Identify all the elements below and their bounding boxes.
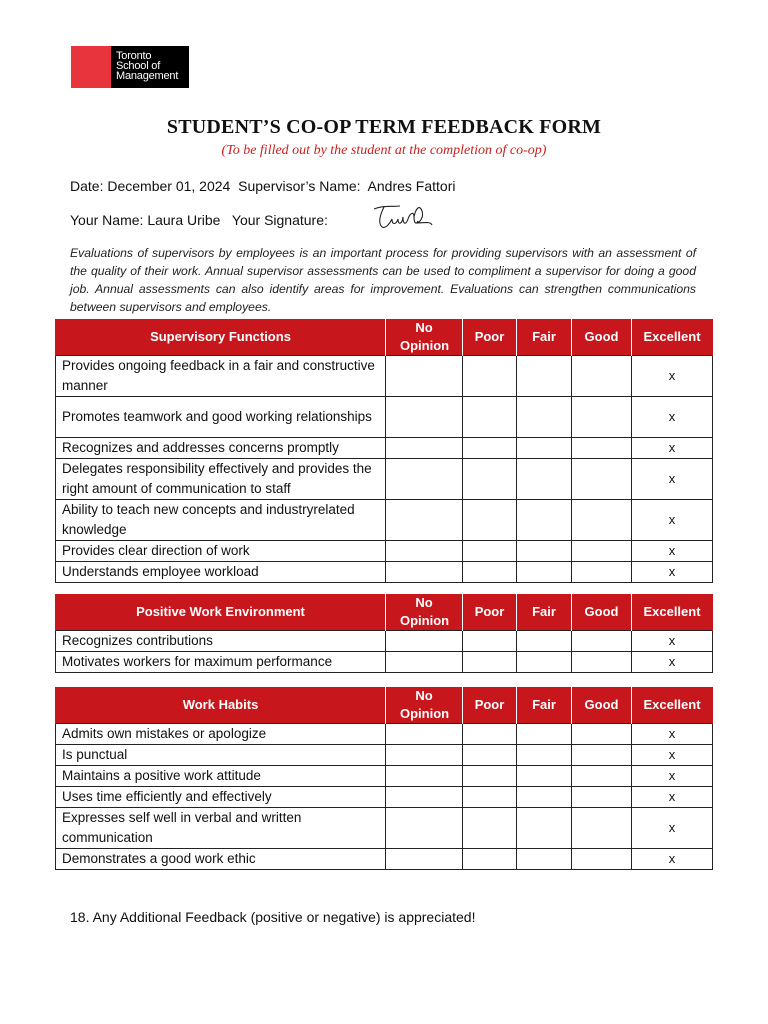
name-signature-line (70, 212, 328, 228)
school-logo (71, 46, 189, 88)
criterion-label: Provides ongoing feedback in a fair and constructive manner (56, 356, 386, 397)
criterion-label: Understands employee workload (56, 562, 386, 583)
rating-cell-poor[interactable] (463, 541, 517, 562)
rating-cell-poor[interactable] (463, 808, 517, 849)
table-header-row (56, 687, 713, 724)
criterion-label: Promotes teamwork and good working relationships (56, 397, 386, 438)
rating-cell-poor[interactable] (463, 724, 517, 745)
section-title: Positive Work Environment (56, 594, 386, 631)
rating-cell-no-opinion[interactable] (386, 745, 463, 766)
criterion-label: Admits own mistakes or apologize (56, 724, 386, 745)
rating-cell-good[interactable] (572, 541, 632, 562)
form-subtitle: (To be filled out by the student at the completion of co-op) (221, 143, 547, 158)
rating-header: Good (572, 594, 632, 631)
criterion-label: Demonstrates a good work ethic (56, 849, 386, 870)
rating-header: Good (572, 319, 632, 356)
rating-cell-no-opinion[interactable] (386, 562, 463, 583)
rating-header: Excellent (632, 687, 713, 724)
table-row (56, 562, 713, 583)
logo-text-block (111, 46, 189, 88)
rating-cell-no-opinion[interactable] (386, 541, 463, 562)
rating-cell-fair[interactable] (517, 438, 572, 459)
logo-line-1: Toronto (116, 50, 152, 62)
rating-header: Good (572, 687, 632, 724)
rating-cell-good[interactable] (572, 849, 632, 870)
rating-cell-poor[interactable] (463, 787, 517, 808)
rating-cell-good[interactable] (572, 500, 632, 541)
logo-line-2: School of (116, 60, 161, 72)
rating-cell-fair[interactable] (517, 652, 572, 673)
criterion-label: Is punctual (56, 745, 386, 766)
rating-cell-fair[interactable] (517, 849, 572, 870)
rating-cell-good[interactable] (572, 652, 632, 673)
rating-cell-poor[interactable] (463, 459, 517, 500)
rating-cell-fair[interactable] (517, 787, 572, 808)
rating-header: No Opinion (386, 687, 463, 724)
rating-header: Excellent (632, 319, 713, 356)
criterion-label: Motivates workers for maximum performance (56, 652, 386, 673)
rating-cell-no-opinion[interactable] (386, 652, 463, 673)
rating-header: Fair (517, 594, 572, 631)
rating-cell-no-opinion[interactable] (386, 631, 463, 652)
rating-cell-no-opinion[interactable] (386, 724, 463, 745)
handwritten-signature (370, 203, 440, 233)
rating-cell-excellent[interactable]: x (632, 541, 713, 562)
rating-cell-poor[interactable] (463, 397, 517, 438)
rating-cell-good[interactable] (572, 438, 632, 459)
rating-cell-fair[interactable] (517, 562, 572, 583)
rating-cell-fair[interactable] (517, 356, 572, 397)
rating-cell-no-opinion[interactable] (386, 808, 463, 849)
table-row (56, 766, 713, 787)
rating-cell-poor[interactable] (463, 438, 517, 459)
table-row (56, 356, 713, 397)
section-title: Work Habits (56, 687, 386, 724)
criterion-label: Maintains a positive work attitude (56, 766, 386, 787)
rating-cell-poor[interactable] (463, 652, 517, 673)
rating-header: No Opinion (386, 594, 463, 631)
rating-cell-fair[interactable] (517, 500, 572, 541)
supervisor-label: Supervisor’s Name: (238, 178, 361, 194)
rating-cell-excellent[interactable]: x (632, 724, 713, 745)
table-row (56, 397, 713, 438)
rating-cell-excellent[interactable]: x (632, 652, 713, 673)
section-title: Supervisory Functions (56, 319, 386, 356)
rating-cell-poor[interactable] (463, 766, 517, 787)
intro-paragraph: Evaluations of supervisors by employees is an important process for providing supervisors with an assessment of the quality of their work. Annual supervisor assessments can be used to compliment a supervisor for doing a good job. Annual assessments can also identify areas for improvement. Evaluations can strengthen communications between supervisors and employees. (70, 246, 696, 314)
logo-line-3: Management (116, 70, 179, 82)
rating-header: Excellent (632, 594, 713, 631)
table-row (56, 849, 713, 870)
rating-cell-excellent[interactable]: x (632, 808, 713, 849)
rating-cell-good[interactable] (572, 631, 632, 652)
rating-cell-good[interactable] (572, 562, 632, 583)
rating-cell-excellent[interactable]: x (632, 631, 713, 652)
table-header-row (56, 319, 713, 356)
rating-cell-no-opinion[interactable] (386, 397, 463, 438)
rating-cell-poor[interactable] (463, 356, 517, 397)
rating-cell-no-opinion[interactable] (386, 849, 463, 870)
rating-cell-good[interactable] (572, 787, 632, 808)
rating-header: No Opinion (386, 319, 463, 356)
rating-cell-no-opinion[interactable] (386, 459, 463, 500)
rating-header: Poor (463, 594, 517, 631)
criterion-label: Recognizes and addresses concerns promptly (56, 438, 386, 459)
rating-cell-good[interactable] (572, 356, 632, 397)
rating-cell-poor[interactable] (463, 849, 517, 870)
rating-cell-excellent[interactable]: x (632, 562, 713, 583)
form-title: STUDENT’S CO-OP TERM FEEDBACK FORM (166, 116, 602, 138)
table-row (56, 745, 713, 766)
supervisory-functions-table (55, 319, 713, 583)
table-row (56, 500, 713, 541)
rating-cell-good[interactable] (572, 766, 632, 787)
table-row (56, 541, 713, 562)
rating-cell-fair[interactable] (517, 808, 572, 849)
rating-cell-no-opinion[interactable] (386, 787, 463, 808)
rating-cell-good[interactable] (572, 745, 632, 766)
table-row (56, 808, 713, 849)
rating-cell-good[interactable] (572, 724, 632, 745)
name-label: Your Name: (70, 212, 144, 228)
criterion-label: Provides clear direction of work (56, 541, 386, 562)
rating-cell-good[interactable] (572, 808, 632, 849)
supervisor-value: Andres Fattori (367, 178, 456, 194)
rating-cell-poor[interactable] (463, 745, 517, 766)
rating-cell-fair[interactable] (517, 459, 572, 500)
table-row (56, 652, 713, 673)
rating-cell-excellent[interactable]: x (632, 356, 713, 397)
rating-cell-poor[interactable] (463, 631, 517, 652)
rating-cell-no-opinion[interactable] (386, 766, 463, 787)
rating-cell-excellent[interactable]: x (632, 849, 713, 870)
criterion-label: Ability to teach new concepts and industryrelated knowledge (56, 500, 386, 541)
criterion-label: Expresses self well in verbal and written communication (56, 808, 386, 849)
criterion-label: Uses time efficiently and effectively (56, 787, 386, 808)
name-value: Laura Uribe (147, 212, 221, 228)
rating-cell-fair[interactable] (517, 541, 572, 562)
rating-cell-good[interactable] (572, 459, 632, 500)
table-row (56, 459, 713, 500)
rating-cell-excellent[interactable]: x (632, 745, 713, 766)
date-label: Date: (70, 178, 104, 194)
rating-cell-no-opinion[interactable] (386, 438, 463, 459)
rating-header: Fair (517, 319, 572, 356)
rating-header: Poor (463, 319, 517, 356)
table-header-row (56, 594, 713, 631)
signature-label: Your Signature: (231, 212, 328, 228)
rating-header: Fair (517, 687, 572, 724)
table-row (56, 631, 713, 652)
rating-cell-fair[interactable] (517, 397, 572, 438)
rating-header: Poor (463, 687, 517, 724)
rating-cell-excellent[interactable]: x (632, 397, 713, 438)
rating-cell-good[interactable] (572, 397, 632, 438)
rating-cell-poor[interactable] (463, 500, 517, 541)
work-habits-table (55, 687, 713, 870)
rating-cell-fair[interactable] (517, 766, 572, 787)
positive-work-environment-table (55, 594, 713, 673)
table-row (56, 438, 713, 459)
rating-cell-excellent[interactable]: x (632, 459, 713, 500)
criterion-label: Delegates responsibility effectively and provides the right amount of communication to staff (56, 459, 386, 500)
date-supervisor-line (70, 178, 455, 194)
table-row (56, 724, 713, 745)
rating-cell-excellent[interactable]: x (632, 500, 713, 541)
logo-red-block (71, 46, 111, 88)
rating-cell-no-opinion[interactable] (386, 356, 463, 397)
criterion-label: Recognizes contributions (56, 631, 386, 652)
table-row (56, 787, 713, 808)
rating-cell-no-opinion[interactable] (386, 500, 463, 541)
rating-cell-fair[interactable] (517, 631, 572, 652)
additional-feedback-question: 18. Any Additional Feedback (positive or negative) is appreciated! (70, 909, 476, 925)
rating-cell-fair[interactable] (517, 745, 572, 766)
date-value: December 01, 2024 (107, 178, 231, 194)
rating-cell-excellent[interactable]: x (632, 438, 713, 459)
rating-cell-excellent[interactable]: x (632, 766, 713, 787)
rating-cell-poor[interactable] (463, 562, 517, 583)
rating-cell-excellent[interactable]: x (632, 787, 713, 808)
rating-cell-fair[interactable] (517, 724, 572, 745)
